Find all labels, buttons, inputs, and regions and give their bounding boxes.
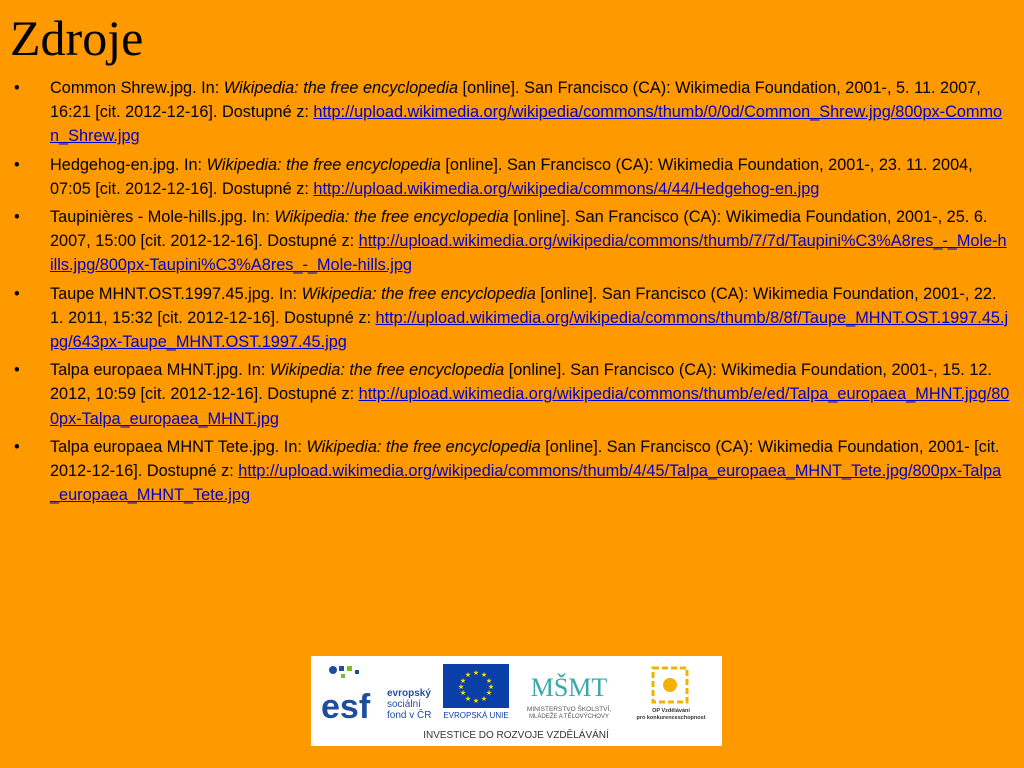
reference-prefix: Talpa europaea MHNT Tete.jpg. In: bbox=[50, 437, 307, 456]
svg-text:★: ★ bbox=[464, 671, 472, 679]
msmt-line2: MLÁDEŽE A TĚLOVÝCHOVY bbox=[529, 714, 609, 720]
svg-text:★: ★ bbox=[472, 669, 480, 677]
reference-item bbox=[14, 358, 1010, 431]
svg-text:★: ★ bbox=[459, 677, 467, 685]
svg-text:★: ★ bbox=[457, 683, 465, 691]
reference-source: Wikipedia: the free encyclopedia bbox=[269, 361, 505, 380]
reference-link[interactable]: http://upload.wikimedia.org/wikipedia/commons/thumb/4/45/Talpa_europaea_MHNT_Tete.jpg/800px-Talpa_europaea_MHNT_Tete.jpg bbox=[50, 462, 1002, 505]
funding-logo-bar bbox=[311, 656, 722, 746]
reference-link[interactable]: http://upload.wikimedia.org/wikipedia/commons/thumb/8/8f/Taupe_MHNT.OST.1997.45.jpg/643px-Taupe_MHNT.OST.1997.45.jpg bbox=[50, 308, 1009, 352]
esf-text-line2: sociální bbox=[387, 699, 421, 710]
bullet-icon: • bbox=[14, 437, 20, 456]
reference-item bbox=[14, 205, 1010, 278]
reference-link[interactable]: http://upload.wikimedia.org/wikipedia/commons/thumb/0/0d/Common_Shrew.jpg/800px-Common_Shrew.jpg bbox=[50, 103, 1003, 146]
reference-item bbox=[14, 435, 1010, 508]
msmt-logo bbox=[527, 673, 611, 720]
esf-mark: esf bbox=[321, 688, 371, 726]
op-dot-icon bbox=[663, 678, 677, 692]
funding-logos bbox=[311, 656, 722, 746]
op-line1: OP Vzdělávání bbox=[652, 708, 690, 714]
reference-link[interactable]: http://upload.wikimedia.org/wikipedia/commons/thumb/7/7d/Taupini%C3%A8res_-_Mole-hills.jpg/800px-Taupini%C3%A8res_-_Mole-hills.jpg bbox=[50, 232, 1007, 275]
op-line2: pro konkurenceschopnost bbox=[636, 715, 706, 721]
logo-caption: INVESTICE DO ROZVOJE VZDĚLÁVÁNÍ bbox=[423, 730, 609, 741]
reference-suffix: [online]. San Francisco (CA): Wikimedia Foundation, 2001-, 5. 11. 2007, 16:21 [cit. 2012-12-16]. Dostupné z: bbox=[50, 79, 981, 122]
bullet-icon: • bbox=[14, 79, 20, 97]
reference-list bbox=[14, 76, 1010, 511]
reference-source: Wikipedia: the free encyclopedia bbox=[306, 437, 541, 456]
esf-dot-icon bbox=[329, 666, 337, 674]
svg-text:★: ★ bbox=[480, 695, 488, 703]
reference-link[interactable]: http://upload.wikimedia.org/wikipedia/commons/4/44/Hedgehog-en.jpg bbox=[313, 179, 820, 198]
reference-item bbox=[14, 282, 1010, 355]
svg-text:★: ★ bbox=[485, 689, 493, 697]
svg-text:★: ★ bbox=[480, 671, 488, 679]
bullet-icon: • bbox=[14, 361, 20, 380]
svg-text:★: ★ bbox=[485, 677, 493, 685]
reference-item bbox=[14, 153, 1010, 201]
esf-logo bbox=[321, 664, 431, 726]
reference-prefix: Taupinières - Mole-hills.jpg. In: bbox=[50, 208, 275, 227]
reference-prefix: Taupe MHNT.OST.1997.45.jpg. In: bbox=[50, 284, 302, 303]
svg-text:★: ★ bbox=[487, 683, 495, 691]
slide-title: Zdroje bbox=[10, 10, 144, 66]
bullet-icon: • bbox=[14, 208, 20, 227]
bullet-icon: • bbox=[14, 155, 20, 174]
reference-source: Wikipedia: the free encyclopedia bbox=[301, 284, 536, 303]
reference-suffix: [online]. San Francisco (CA): Wikimedia Foundation, 2001-, 22. 1. 2011, 15:32 [cit. 2012-12-16]. Dostupné z: bbox=[50, 284, 997, 327]
reference-suffix: [online]. San Francisco (CA): Wikimedia Foundation, 2001-, 15. 12. 2012, 10:59 [cit. 2012-12-16]. Dostupné z: bbox=[50, 361, 992, 404]
reference-source: Wikipedia: the free encyclopedia bbox=[206, 155, 441, 174]
svg-text:★: ★ bbox=[464, 695, 472, 703]
msmt-mark: MŠMT bbox=[530, 673, 608, 702]
reference-suffix: [online]. San Francisco (CA): Wikimedia Foundation, 2001-, 25. 6. 2007, 15:00 [cit. 2012-12-16]. Dostupné z: bbox=[50, 208, 988, 251]
reference-source: Wikipedia: the free encyclopedia bbox=[274, 208, 509, 227]
msmt-line1: MINISTERSTVO ŠKOLSTVÍ, bbox=[526, 706, 612, 713]
reference-suffix: [online]. San Francisco (CA): Wikimedia Foundation, 2001-, 23. 11. 2004, 07:05 [cit. 2012-12-16]. Dostupné z: bbox=[50, 155, 973, 198]
reference-suffix: [online]. San Francisco (CA): Wikimedia Foundation, 2001- [cit. 2012-12-16]. Dostupné z: bbox=[50, 437, 1000, 481]
svg-text:★: ★ bbox=[459, 689, 467, 697]
reference-prefix: Common Shrew.jpg. In: bbox=[50, 79, 224, 97]
esf-text-line1: evropský bbox=[387, 688, 431, 699]
svg-text:★: ★ bbox=[472, 697, 480, 705]
reference-item bbox=[14, 76, 1010, 149]
reference-link[interactable]: http://upload.wikimedia.org/wikipedia/commons/thumb/e/ed/Talpa_europaea_MHNT.jpg/800px-Talpa_europaea_MHNT.jpg bbox=[50, 385, 1010, 428]
reference-prefix: Talpa europaea MHNT.jpg. In: bbox=[50, 361, 270, 380]
reference-source: Wikipedia: the free encyclopedia bbox=[223, 79, 459, 97]
esf-text-line3: fond v ČR bbox=[387, 710, 432, 721]
eu-logo bbox=[443, 664, 509, 720]
reference-prefix: Hedgehog-en.jpg. In: bbox=[50, 155, 207, 174]
bullet-icon: • bbox=[14, 284, 20, 303]
eu-label: EVROPSKÁ UNIE bbox=[443, 711, 509, 720]
op-logo bbox=[636, 668, 705, 721]
